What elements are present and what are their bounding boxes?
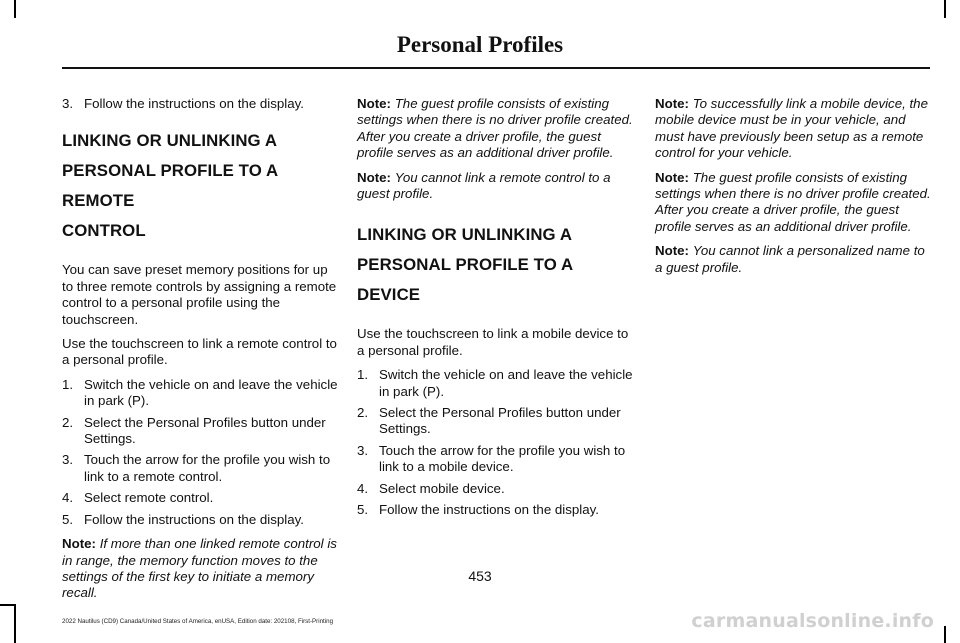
list-item xyxy=(357,367,635,400)
step-text: Select remote control. xyxy=(84,490,214,506)
step-number: 3. xyxy=(62,452,74,468)
step-number: 4. xyxy=(62,490,74,506)
note-text: The guest profile consists of existing settings when there is no driver profile created. After you create a driver profile, the guest profile serves as an additional driver profile. xyxy=(357,96,633,161)
step-text: Select the Personal Profiles button under Settings. xyxy=(379,405,621,437)
step-text: Follow the instructions on the display. xyxy=(84,511,305,527)
note-label: Note: xyxy=(62,536,96,552)
note-text: You cannot link a remote control to a guest profile. xyxy=(357,169,611,202)
step-number: 2. xyxy=(357,405,369,421)
note-label: Note: xyxy=(655,243,689,259)
note xyxy=(655,170,933,236)
step-number: 3. xyxy=(62,96,74,111)
step-number: 1. xyxy=(62,376,74,392)
paragraph: You can save preset memory positions for up to three remote controls by assigning a remote control to a personal profile using the touchscreen. xyxy=(62,262,337,327)
step-text: Select the Personal Profiles button under Settings. xyxy=(84,414,326,447)
page-number: 453 xyxy=(468,568,492,584)
note-label: Note: xyxy=(357,169,391,185)
crop-mark-top-right-vertical xyxy=(944,0,946,18)
watermark-logo: carmanualsonline.info xyxy=(691,610,934,632)
heading-line: LINKING OR UNLINKING A xyxy=(62,131,278,151)
note-label: Note: xyxy=(655,169,689,185)
list-item xyxy=(62,96,340,112)
list-item xyxy=(357,481,635,497)
crop-mark-bottom-left-vertical xyxy=(14,604,16,643)
step-list-remote xyxy=(62,377,340,528)
crop-mark-bottom-right-vertical xyxy=(944,626,946,643)
step-text: Follow the instructions on the display. xyxy=(379,502,600,518)
note xyxy=(357,96,635,162)
step-number: 3. xyxy=(357,442,369,458)
section-heading-device xyxy=(357,220,635,310)
continued-step-list xyxy=(62,96,340,112)
column-2 xyxy=(357,96,635,527)
list-item xyxy=(62,377,340,410)
note xyxy=(655,96,933,162)
note-label: Note: xyxy=(655,96,689,111)
heading-line: PERSONAL PROFILE TO A REMOTE xyxy=(62,161,278,211)
note xyxy=(357,170,635,203)
step-text: Follow the instructions on the display. xyxy=(84,96,305,111)
note xyxy=(655,243,933,276)
note-text: If more than one linked remote control is in range, the memory function moves to the settings of the first key to initiate a memory recall. xyxy=(62,536,337,601)
heading-line: PERSONAL PROFILE TO A DEVICE xyxy=(357,255,573,305)
step-text: Switch the vehicle on and leave the vehicle in park (P). xyxy=(379,367,633,399)
step-number: 5. xyxy=(357,502,369,518)
list-item xyxy=(357,502,635,518)
list-item xyxy=(62,415,340,448)
step-number: 5. xyxy=(62,511,74,527)
step-text: Touch the arrow for the profile you wish to link to a remote control. xyxy=(84,452,331,484)
step-number: 2. xyxy=(62,414,74,430)
note-label: Note: xyxy=(357,96,391,111)
heading-line: LINKING OR UNLINKING A xyxy=(357,225,573,245)
step-list-device xyxy=(357,367,635,518)
paragraph: Use the touchscreen to link a remote control to a personal profile. xyxy=(62,336,337,368)
step-text: Select mobile device. xyxy=(379,480,505,496)
header-rule xyxy=(62,67,930,69)
section-heading-remote xyxy=(62,126,340,246)
crop-mark-top-left-vertical xyxy=(14,0,16,18)
list-item xyxy=(62,512,340,528)
step-text: Touch the arrow for the profile you wish to link to a mobile device. xyxy=(379,442,626,475)
edition-footer: 2022 Nautilus (CD9) Canada/United States of America, enUSA, Edition date: 202108, First-Printing xyxy=(62,618,334,625)
note-text: You cannot link a personalized name to a guest profile. xyxy=(655,243,925,275)
step-number: 1. xyxy=(357,367,369,383)
crop-mark-bottom-left-horizontal xyxy=(0,604,16,606)
list-item xyxy=(62,490,340,506)
note-text: To successfully link a mobile device, the mobile device must be in your vehicle, and must have previously been setup as a remote control for your vehicle. xyxy=(655,96,928,161)
page-header-title: Personal Profiles xyxy=(396,32,564,57)
step-number: 4. xyxy=(357,480,369,496)
step-text: Switch the vehicle on and leave the vehicle in park (P). xyxy=(84,376,338,409)
list-item xyxy=(357,443,635,476)
column-1 xyxy=(62,96,340,610)
list-item xyxy=(62,452,340,485)
heading-line: CONTROL xyxy=(62,221,146,241)
column-3 xyxy=(655,96,933,284)
list-item xyxy=(357,405,635,438)
paragraph: Use the touchscreen to link a mobile device to a personal profile. xyxy=(357,326,629,358)
note-text: The guest profile consists of existing settings when there is no driver profile created. After you create a driver profile, the guest profile serves as an additional driver profile. xyxy=(655,169,931,234)
